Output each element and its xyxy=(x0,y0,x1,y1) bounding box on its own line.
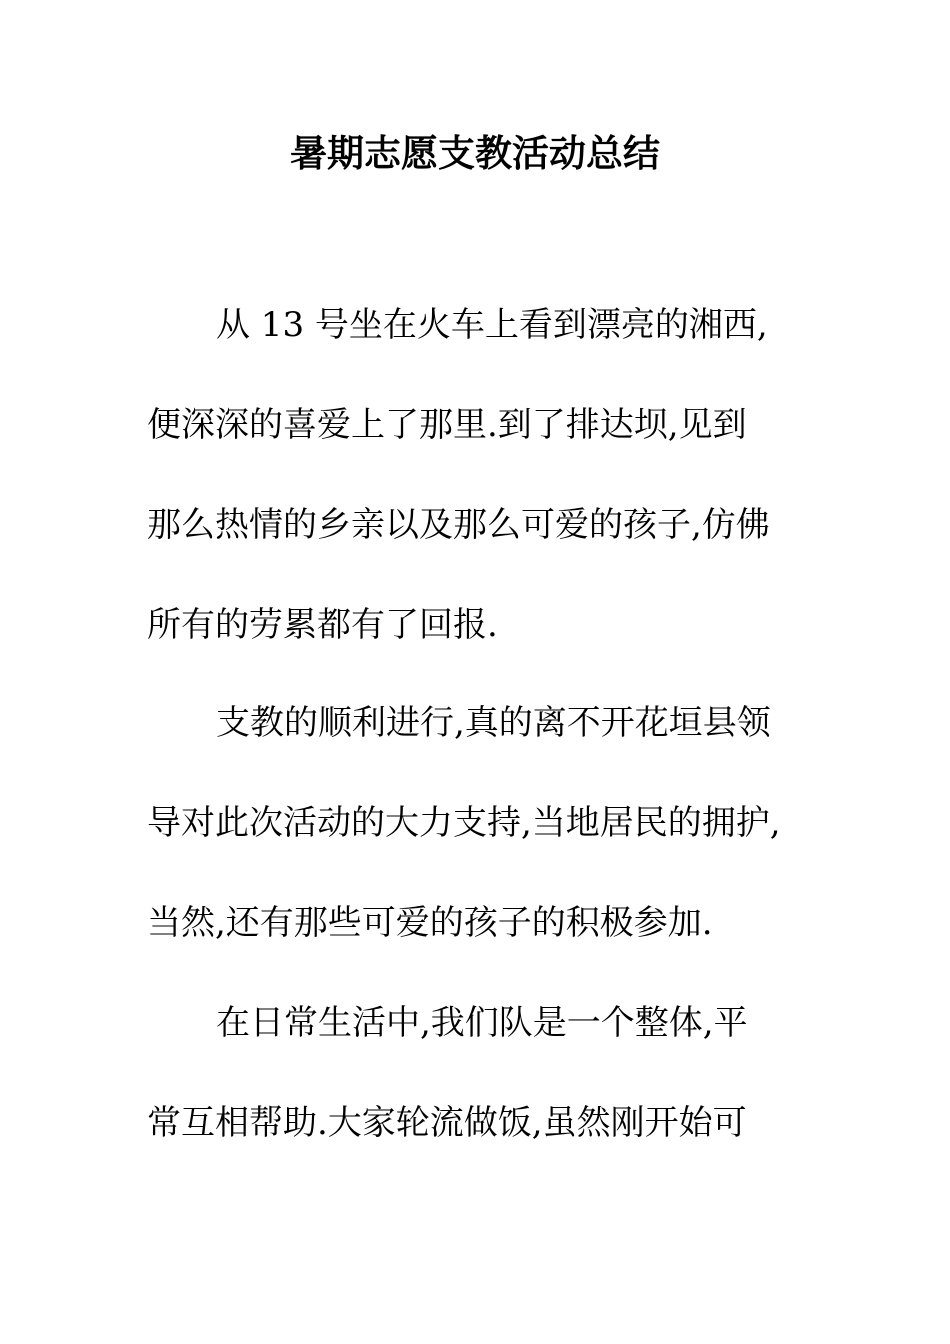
document-title: 暑期志愿支教活动总结 xyxy=(290,132,660,175)
paragraph-2-line-2: 导对此次活动的大力支持,当地居民的拥护, xyxy=(147,803,781,843)
paragraph-1-line-3: 那么热情的乡亲以及那么可爱的孩子,仿佛 xyxy=(147,505,770,545)
paragraph-2-line-1: 支教的顺利进行,真的离不开花垣县领 xyxy=(216,703,771,743)
paragraph-2-line-3: 当然,还有那些可爱的孩子的积极参加. xyxy=(147,903,713,943)
paragraph-1-line-1: 从 13 号坐在火车上看到漂亮的湘西, xyxy=(216,305,768,345)
paragraph-3-line-1: 在日常生活中,我们队是一个整体,平 xyxy=(216,1003,748,1043)
paragraph-3-line-2: 常互相帮助.大家轮流做饭,虽然刚开始可 xyxy=(147,1103,747,1143)
paragraph-1-line-4: 所有的劳累都有了回报. xyxy=(147,605,498,645)
paragraph-1-line-2: 便深深的喜爱上了那里.到了排达坝,见到 xyxy=(147,405,747,445)
